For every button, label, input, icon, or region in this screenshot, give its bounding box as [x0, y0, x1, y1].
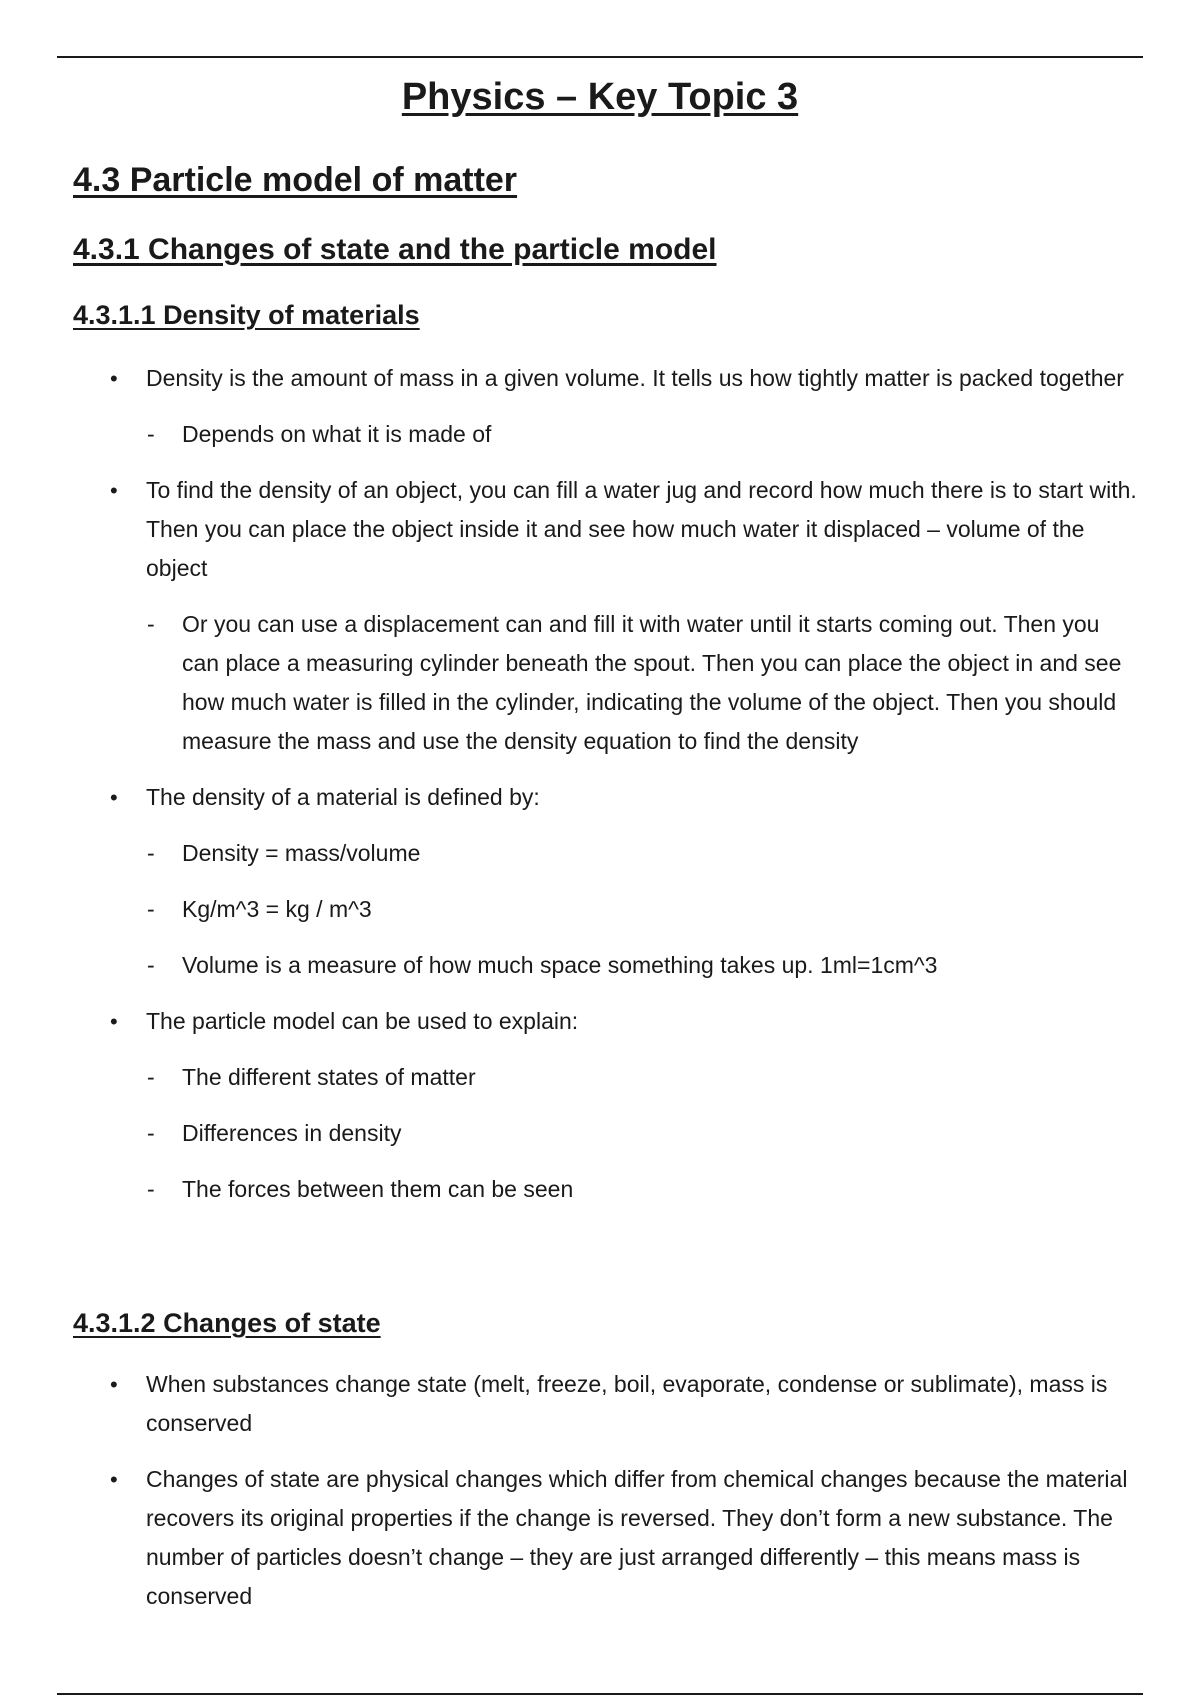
dash-marker: -: [147, 1064, 155, 1090]
list-item: [0, 471, 1200, 588]
sub-list-item: [0, 946, 1200, 985]
list-item: [0, 1002, 1200, 1041]
sub-list-item-text: Differences in density: [182, 1120, 402, 1146]
sub-list-item-text: Or you can use a displacement can and fill it with water until it starts coming out. Then you can place a measuring cylinder beneath the spout. Then you can place the object in and see how much water is filled in the cylinder, indicating the volume of the object. Then you should measure the mass and use the density equation to find the density: [182, 611, 1122, 754]
density-notes-list: [0, 359, 1200, 1226]
dash-marker: -: [147, 896, 155, 922]
list-item-text: The particle model can be used to explain:: [146, 1008, 579, 1034]
sub-list-item-text: Density = mass/volume: [182, 840, 421, 866]
sub-list-item: [0, 1170, 1200, 1209]
page-title: Physics – Key Topic 3: [401, 76, 799, 118]
list-item: [0, 778, 1200, 817]
list-item: [0, 359, 1200, 398]
header-rule: [57, 56, 1143, 58]
sub-list-item-text: Volume is a measure of how much space something takes up. 1ml=1cm^3: [182, 952, 938, 978]
sub-list-item: [0, 834, 1200, 873]
section-heading-4-3-1-1: 4.3.1.1 Density of materials: [73, 300, 420, 330]
list-item-text: Changes of state are physical changes which differ from chemical changes because the material recovers its original properties if the change is reversed. They don’t form a new substance. The number of particles doesn’t change – they are just arranged differently – this means mass is conserved: [146, 1466, 1128, 1609]
bullet-marker: •: [110, 1009, 118, 1034]
list-item: [0, 1365, 1200, 1443]
list-item-text: To find the density of an object, you can fill a water jug and record how much there is to start with. Then you can place the object inside it and see how much water it displaced – volume of the object: [146, 477, 1137, 581]
sub-list-item-text: The forces between them can be seen: [182, 1176, 574, 1202]
list-item: [0, 1460, 1200, 1616]
dash-marker: -: [147, 421, 155, 447]
sub-list-item-text: Depends on what it is made of: [182, 421, 492, 447]
dash-marker: -: [147, 952, 155, 978]
changes-of-state-notes-list: [0, 1365, 1200, 1633]
sub-list-item-text: Kg/m^3 = kg / m^3: [182, 896, 372, 922]
dash-marker: -: [147, 840, 155, 866]
bullet-marker: •: [110, 785, 118, 810]
bullet-marker: •: [110, 1372, 118, 1397]
bullet-marker: •: [110, 1467, 118, 1492]
section-heading-4-3-1: 4.3.1 Changes of state and the particle model: [73, 233, 717, 266]
dash-marker: -: [147, 1120, 155, 1146]
list-item-text: Density is the amount of mass in a given volume. It tells us how tightly matter is packed together: [146, 365, 1124, 391]
sub-list-item: [0, 1058, 1200, 1097]
sub-list-item: [0, 890, 1200, 929]
sub-list-item-text: The different states of matter: [182, 1064, 476, 1090]
bullet-marker: •: [110, 478, 118, 503]
bullet-marker: •: [110, 366, 118, 391]
dash-marker: -: [147, 1176, 155, 1202]
dash-marker: -: [147, 611, 155, 637]
sub-list-item: [0, 1114, 1200, 1153]
section-heading-4-3-1-2: 4.3.1.2 Changes of state: [73, 1308, 381, 1338]
footer-rule: [57, 1693, 1143, 1695]
sub-list-item: [0, 605, 1200, 761]
list-item-text: When substances change state (melt, freeze, boil, evaporate, condense or sublimate), mass is conserved: [146, 1371, 1108, 1436]
sub-list-item: [0, 415, 1200, 454]
list-item-text: The density of a material is defined by:: [146, 784, 540, 810]
section-heading-4-3: 4.3 Particle model of matter: [73, 161, 518, 199]
